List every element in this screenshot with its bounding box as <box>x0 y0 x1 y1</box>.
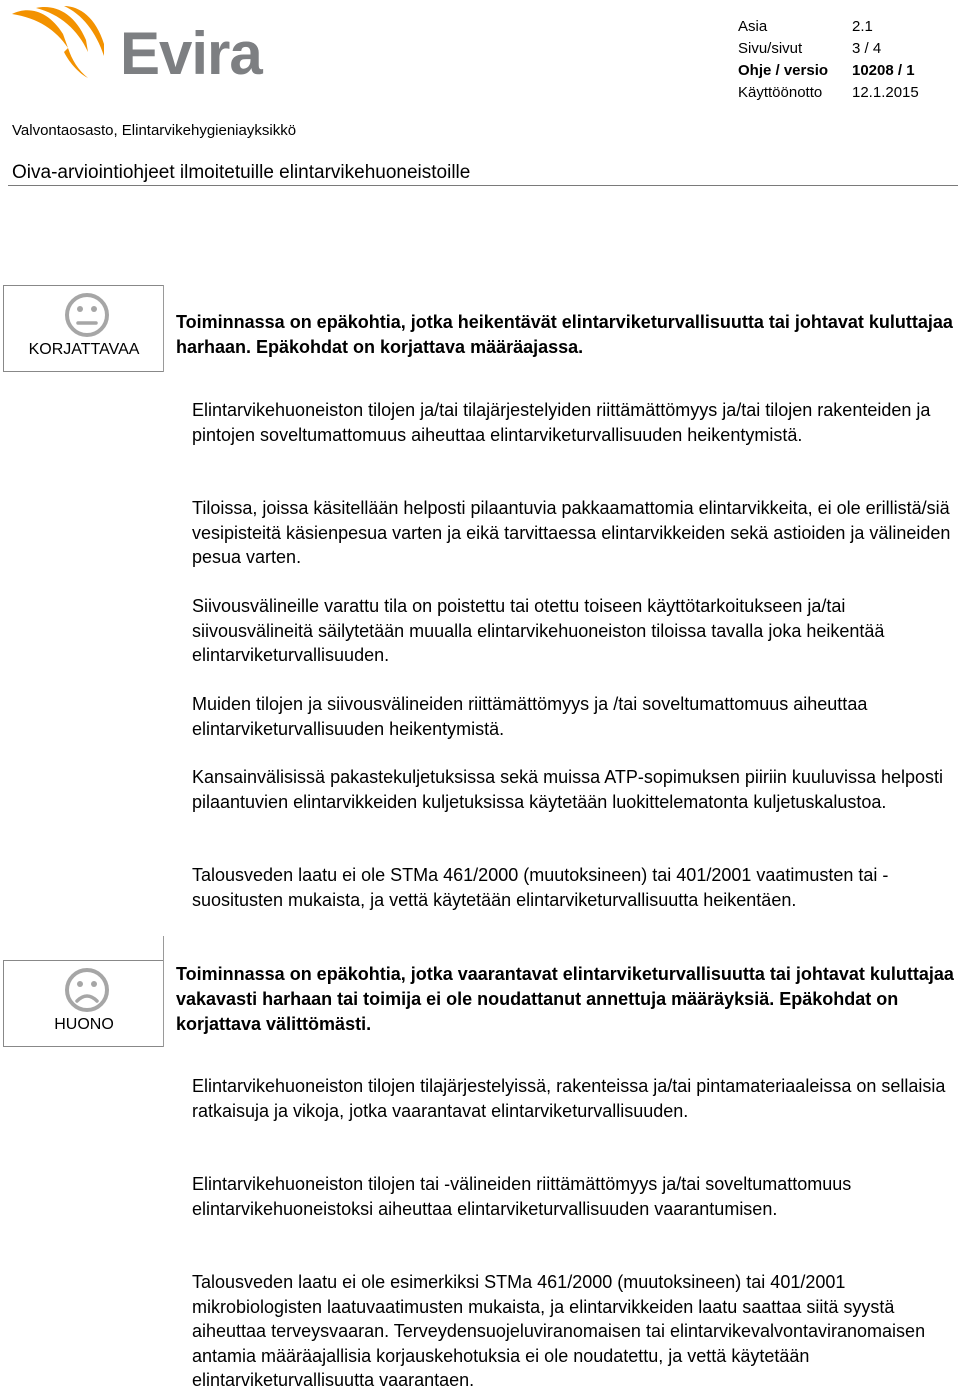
rating-divider <box>163 285 164 372</box>
meta-row-pages <box>738 38 919 60</box>
paragraph: Talousveden laatu ei ole STMa 461/2000 (muutoksineen) tai 401/2001 vaatimusten tai -suositusten mukaista, ja vettä käytetään elintarviketurvallisuutta heikentäen. <box>192 865 889 910</box>
logo-swoosh-icon <box>8 4 118 84</box>
rating-divider <box>163 936 164 1047</box>
meta-value: 2.1 <box>852 18 873 35</box>
meta-row-date <box>738 82 919 104</box>
document-title: Oiva-arviointiohjeet ilmoitetuille elintarvikehuoneistoille <box>12 162 471 183</box>
meta-label: Ohje / versio <box>738 62 829 79</box>
meta-label: Asia <box>738 18 768 35</box>
section-heading: Toiminnassa on epäkohtia, jotka vaarantavat elintarviketurvallisuutta tai johtavat kuluttajaa vakavasti harhaan tai toimija ei ole noudattanut annettuja määräyksiä. Epäkohdat on korjattava välittömästi. <box>176 964 954 1034</box>
meta-row-version <box>738 60 919 82</box>
meta-value: 12.1.2015 <box>852 84 919 101</box>
paragraph: Elintarvikehuoneiston tilojen tai -välineiden riittämättömyys ja/tai soveltumattomuus elintarvikehuoneistoksi aiheuttaa elintarviketurvallisuuden vaarantumisen. <box>192 1174 852 1219</box>
meta-value: 10208 / 1 <box>852 62 915 79</box>
paragraph: Tiloissa, joissa käsitellään helposti pilaantuvia pakkaamattomia elintarvikkeita, ei ole erillistä/siä vesipisteitä käsienpesua varten ja eikä tarvittaessa elintarvikkeiden sekä astioiden ja välineiden pesua varten. <box>192 498 951 568</box>
logo-wordmark: Evira <box>120 20 262 87</box>
neutral-face-icon <box>64 292 110 338</box>
document-meta <box>738 16 919 104</box>
rating-box-korjattavaa <box>3 285 163 372</box>
meta-row-asia <box>738 16 919 38</box>
meta-value: 3 / 4 <box>852 40 882 57</box>
rating-label: KORJATTAVAA <box>28 341 140 358</box>
meta-label: Käyttöönotto <box>738 84 823 101</box>
paragraph: Siivousvälineille varattu tila on poistettu tai otettu toiseen käyttötarkoitukseen ja/tai siivousvälineitä säilytetään muualla elintarvikehuoneiston tiloissa tavalla joka heikentää elintarviketurvallisuuden. <box>192 596 885 666</box>
paragraph: Talousveden laatu ei ole esimerkiksi STMa 461/2000 (muutoksineen) tai 401/2001 mikrobiologisten laatuvaatimusten mukaista, ja elintarvikkeiden laatu saattaa siitä syystä aiheuttaa terveysvaaran. Terveydensuojeluviranomaisen tai elintarvikevalvontaviranomaisen antamia määräajallisia korjauskehotuksia ei ole noudatettu, ja vettä käytetään elintarviketurvallisuutta vaarantaen. <box>192 1272 926 1391</box>
paragraph: Muiden tilojen ja siivousvälineiden riittämättömyys ja /tai soveltumattomuus aiheuttaa elintarviketurvallisuuden heikentymistä. <box>192 694 868 739</box>
rating-label: HUONO <box>54 1016 114 1033</box>
department-line: Valvontaosasto, Elintarvikehygieniayksikkö <box>12 122 297 139</box>
paragraph: Elintarvikehuoneiston tilojen ja/tai tilajärjestelyiden riittämättömyys ja/tai tilojen rakenteiden ja pintojen soveltumattomuus aiheuttaa elintarviketurvallisuuden heikentymistä. <box>192 400 931 445</box>
sad-face-icon <box>64 967 110 1013</box>
meta-label: Sivu/sivut <box>738 40 803 57</box>
paragraph: Elintarvikehuoneiston tilojen tilajärjestelyissä, rakenteissa ja/tai pintamateriaaleissa on sellaisia ratkaisuja ja vikoja, jotka vaarantavat elintarviketurvallisuuden. <box>192 1076 946 1121</box>
section-heading: Toiminnassa on epäkohtia, jotka heikentävät elintarviketurvallisuutta tai johtavat kuluttajaa harhaan. Epäkohdat on korjattava määräajassa. <box>176 312 953 357</box>
evira-logo <box>8 4 262 87</box>
header-divider <box>8 185 958 186</box>
paragraph: Kansainvälisissä pakastekuljetuksissa sekä muissa ATP-sopimuksen piiriin kuuluvissa helposti pilaantuvien elintarvikkeiden kuljetuksissa käytetään luokittelematonta kuljetuskalustoa. <box>192 767 944 812</box>
rating-box-huono <box>3 960 163 1047</box>
